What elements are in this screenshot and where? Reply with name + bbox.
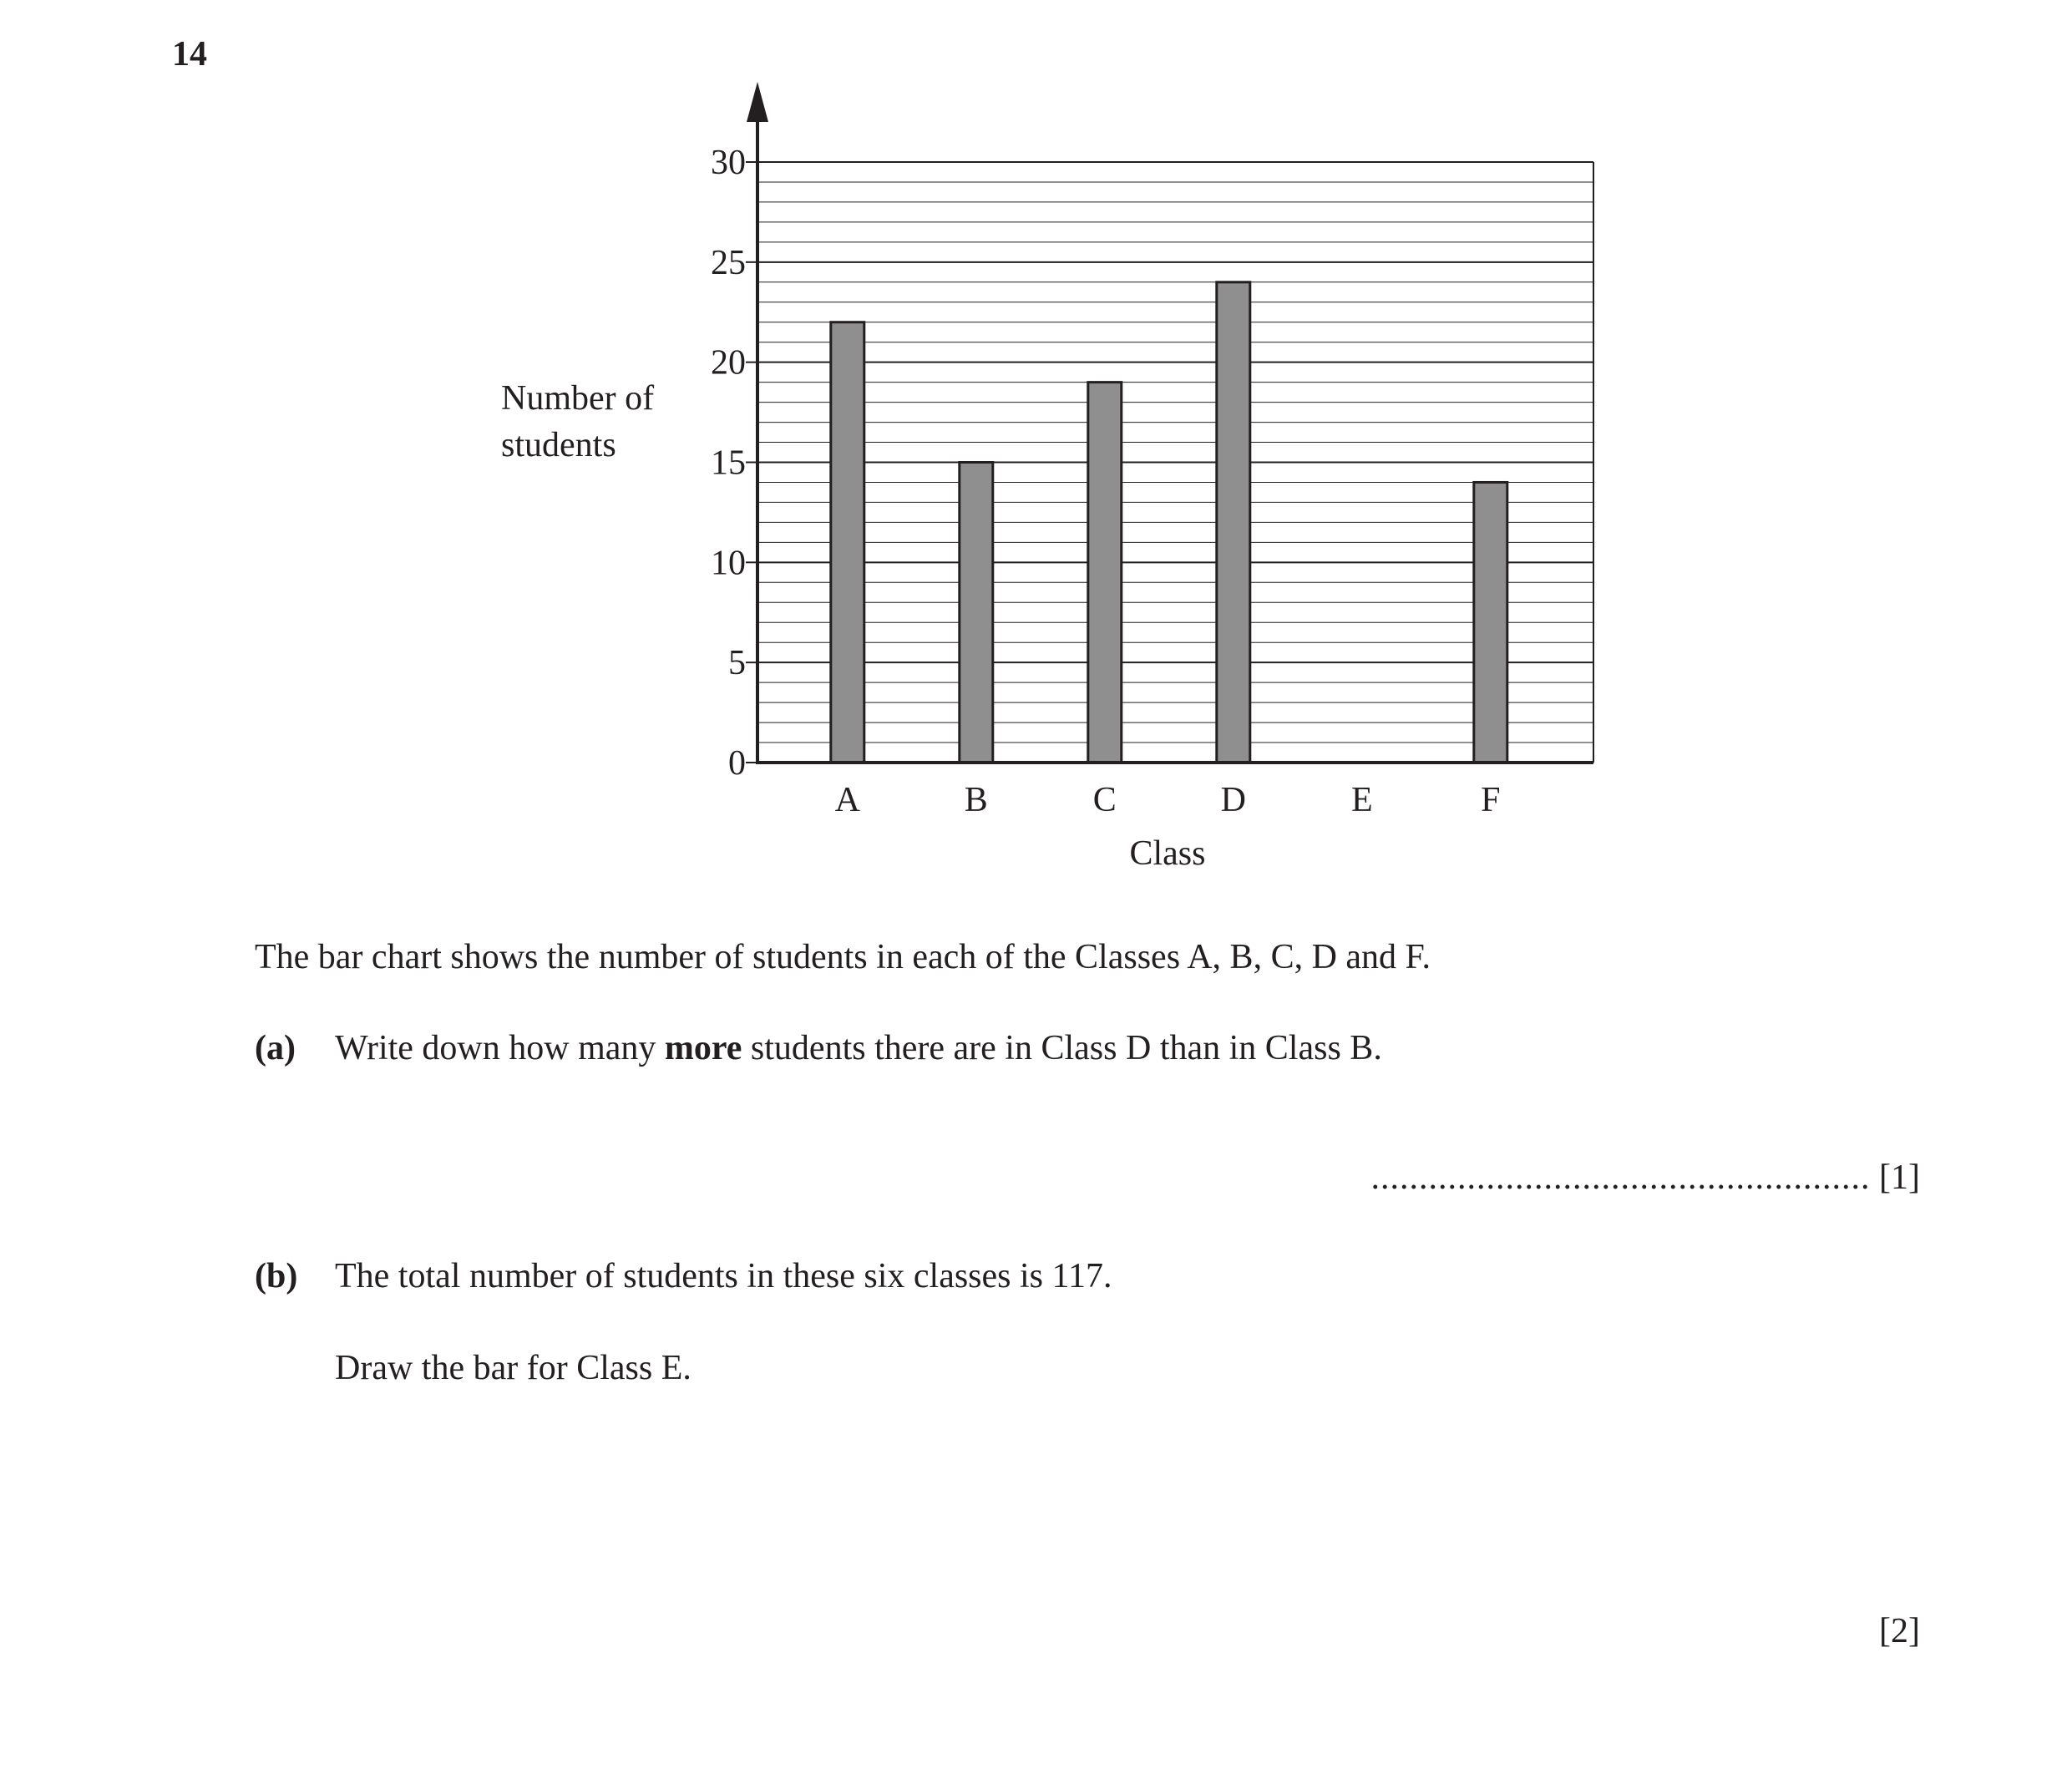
part-a-bold-word: more [664, 1029, 742, 1067]
question-number: 14 [172, 35, 207, 73]
part-b-line-2: Draw the bar for Class E. [335, 1349, 692, 1387]
x-tick-label-C: C [1092, 781, 1117, 819]
part-a-marks: [1] [1879, 1158, 1920, 1197]
bar-F [1474, 482, 1507, 763]
part-a-text-before: Write down how many [335, 1029, 665, 1067]
part-b-line-1: The total number of students in these six classes is 117. [335, 1257, 1112, 1295]
part-a-question [335, 1027, 1382, 1069]
x-tick-label-B: B [964, 781, 988, 819]
y-tick-label: 0 [728, 744, 746, 783]
y-tick-label: 10 [711, 544, 746, 583]
y-tick-label: 25 [711, 243, 746, 282]
x-tick-labels [835, 781, 1501, 819]
part-a-answer-line[interactable] [1371, 1157, 1920, 1199]
x-axis-label: Class [1129, 834, 1206, 873]
y-axis-label-line-1: Number of [501, 379, 655, 418]
y-tick-label: 30 [711, 144, 746, 182]
y-axis-arrow [747, 82, 768, 122]
y-tick-label: 5 [728, 644, 746, 683]
bar-A [831, 322, 864, 763]
bar-B [960, 463, 993, 763]
bar-D [1217, 282, 1250, 763]
y-tick-label: 15 [711, 444, 746, 483]
part-a-text-after: students there are in Class D than in Class B. [742, 1029, 1382, 1067]
x-tick-label-A: A [834, 781, 860, 819]
y-tick-labels [711, 144, 757, 783]
intro-text: The bar chart shows the number of students in each of the Classes A, B, C, D and F. [255, 938, 1431, 976]
major-gridlines [757, 162, 1593, 763]
part-b-label: (b) [255, 1257, 298, 1295]
x-tick-label-F: F [1481, 781, 1501, 819]
answer-dots: .................................................... [1370, 1158, 1871, 1197]
y-tick-label: 20 [711, 343, 746, 383]
bar-C [1088, 383, 1122, 763]
y-axis-label-line-2: students [501, 426, 616, 464]
part-a-label: (a) [255, 1029, 296, 1067]
x-tick-label-E: E [1350, 781, 1373, 819]
x-tick-label-D: D [1220, 781, 1246, 819]
part-b-marks: [2] [1879, 1612, 1920, 1650]
